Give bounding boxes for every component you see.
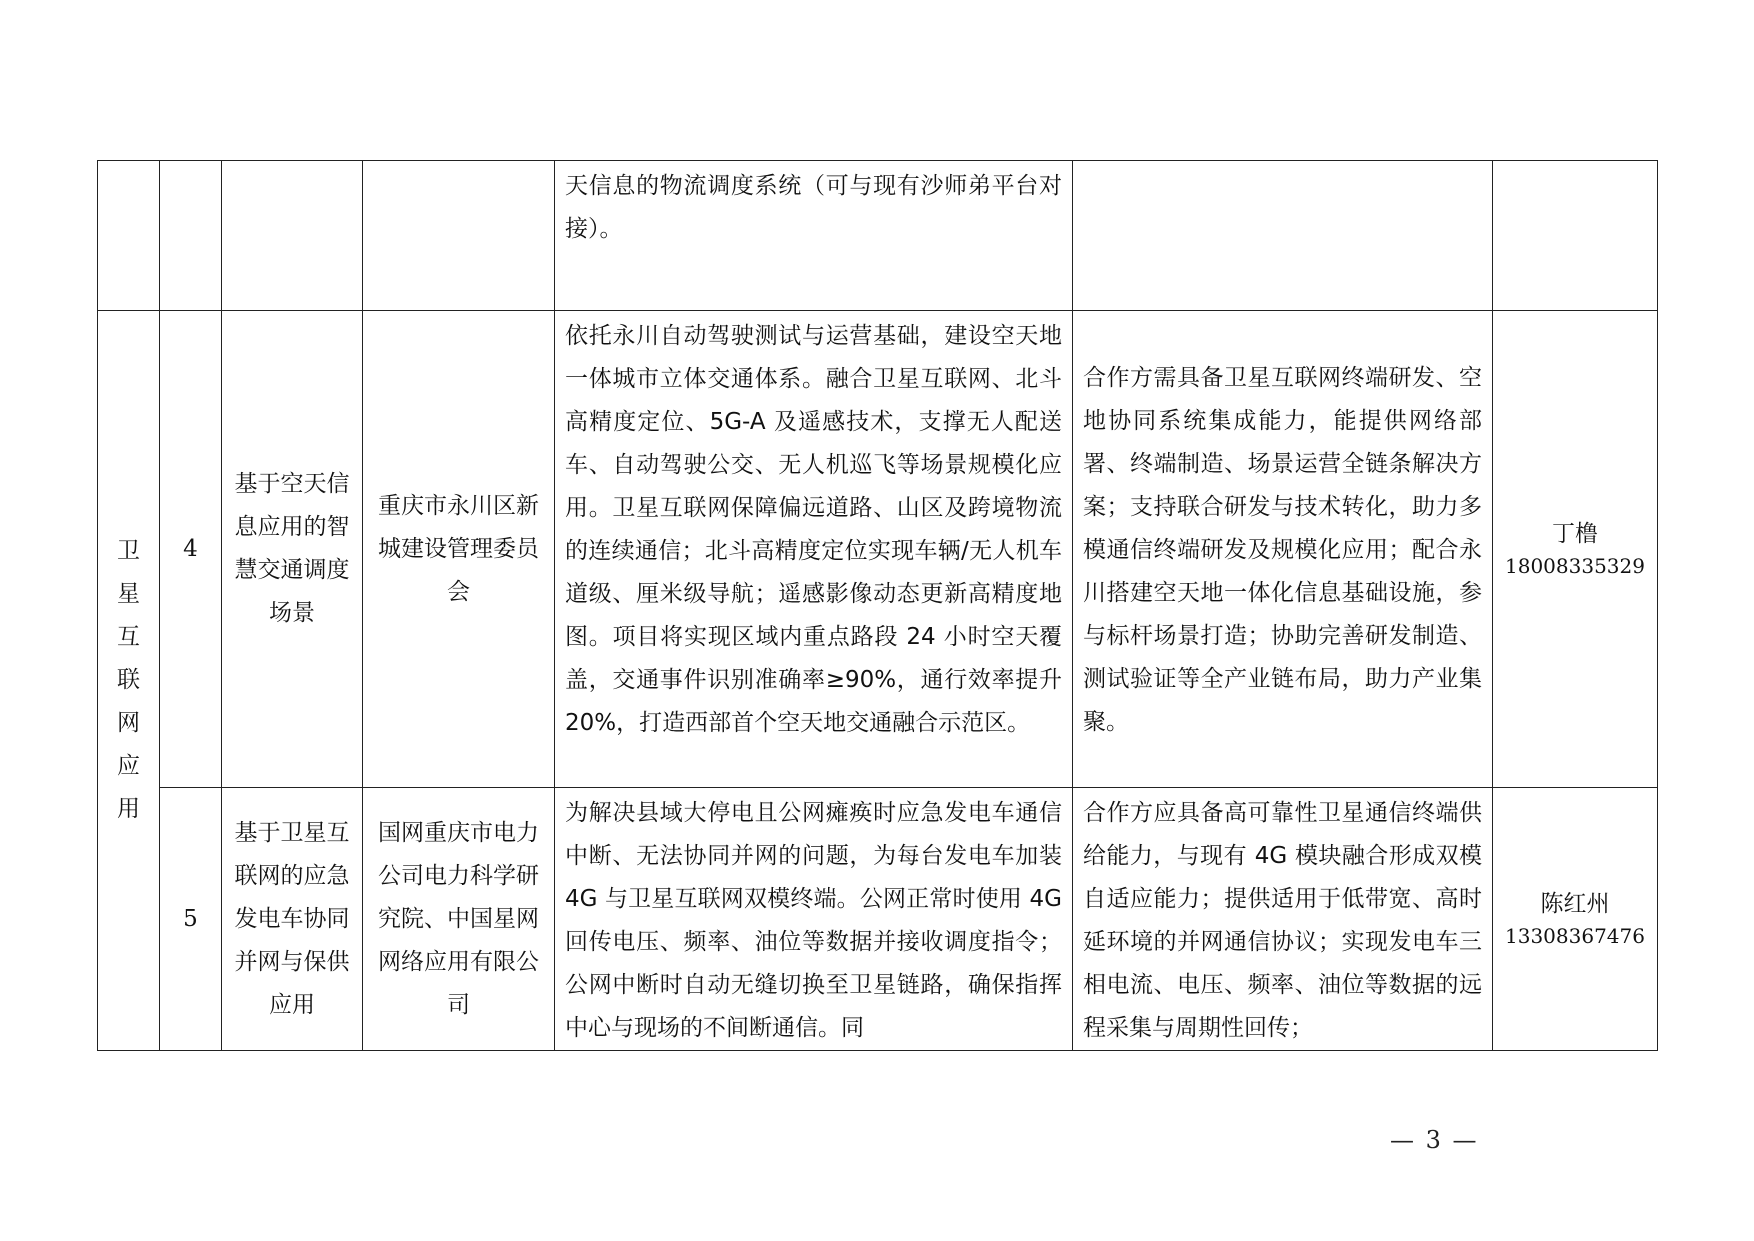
project-name [222,161,363,311]
row-number: 5 [160,788,222,1051]
category-cell-top [98,161,160,311]
organization [363,161,555,311]
contact-phone: 13308367476 [1505,924,1645,948]
category-cell [98,311,160,1051]
partner-requirements: 合作方应具备高可靠性卫星通信终端供给能力，与现有 4G 模块融合形成双模自适应能力；提供适用于低带宽、高时延环境的并网通信协议；实现发电车三相电流、电压、频率、油位等数据的远程采集与周期性回传； [1073,788,1493,1051]
project-description: 为解决县域大停电且公网瘫痪时应急发电车通信中断、无法协同并网的问题，为每台发电车加装 4G 与卫星互联网双模终端。公网正常时使用 4G 回传电压、频率、油位等数据并接收调度指令；公网中断时自动无缝切换至卫星链路，确保指挥中心与现场的不间断通信。同 [555,788,1073,1051]
category-label: 卫星互联网应用 [117,538,140,822]
partner-requirements-text: 合作方需具备卫星互联网终端研发、空地协同系统集成能力，能提供网络部署、终端制造、场景运营全链条解决方案；支持联合研发与技术转化，助力多模通信终端研发及规模化应用；配合永川搭建空天地一体化信息基础设施，参与标杆场景打造；协助完善研发制造、测试验证等全产业链布局，助力产业集聚。 [1083,365,1482,735]
row-number: 4 [160,311,222,788]
contact-name: 丁橹 [1552,521,1598,547]
table-row [98,311,1658,788]
table-row [98,788,1658,1051]
contact-cell [1493,311,1658,788]
organization: 国网重庆市电力公司电力科学研究院、中国星网网络应用有限公司 [363,788,555,1051]
contact-cell [1493,161,1658,311]
projects-table [97,160,1658,1051]
project-name: 基于卫星互联网的应急发电车协同并网与保供应用 [222,788,363,1051]
contact-phone: 18008335329 [1505,554,1645,578]
contact-cell [1493,788,1658,1051]
table-row [98,161,1658,311]
page-number: — 3 — [1390,1126,1479,1154]
partner-requirements [1073,311,1493,788]
project-description: 天信息的物流调度系统（可与现有沙师弟平台对接）。 [555,161,1073,311]
contact-name: 陈红州 [1540,891,1610,917]
partner-requirements [1073,161,1493,311]
row-number [160,161,222,311]
organization: 重庆市永川区新城建设管理委员会 [363,311,555,788]
project-name: 基于空天信息应用的智慧交通调度场景 [222,311,363,788]
project-description: 依托永川自动驾驶测试与运营基础，建设空天地一体城市立体交通体系。融合卫星互联网、北斗高精度定位、5G-A 及遥感技术，支撑无人配送车、自动驾驶公交、无人机巡飞等场景规模化应用。卫星互联网保障偏远道路、山区及跨境物流的连续通信；北斗高精度定位实现车辆/无人机车道级、厘米级导航；遥感影像动态更新高精度地图。项目将实现区域内重点路段 24 小时空天覆盖，交通事件识别准确率≥90%，通行效率提升 20%，打造西部首个空天地交通融合示范区。 [555,311,1073,788]
